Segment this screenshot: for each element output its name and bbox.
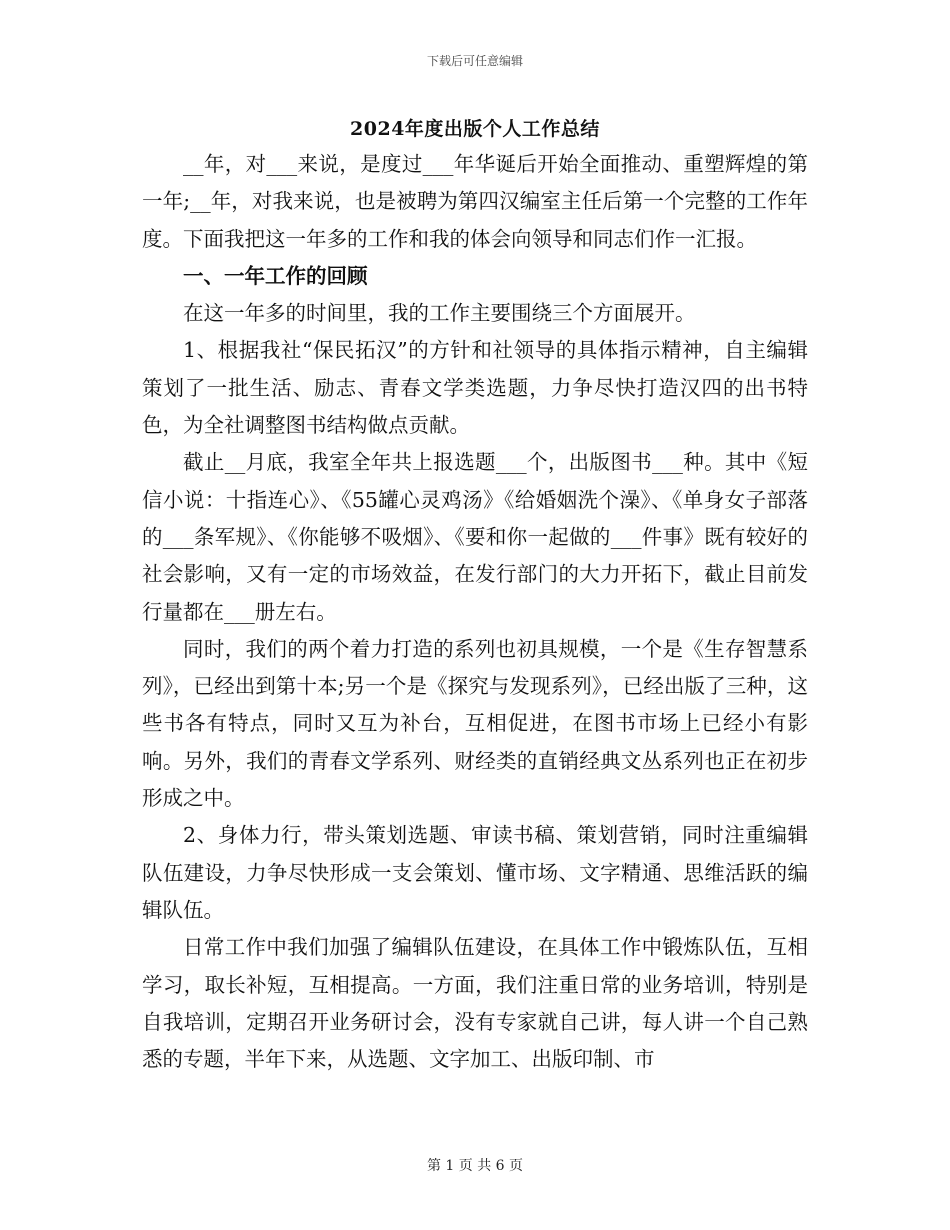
paragraph-series: 同时，我们的两个着力打造的系列也初具规模，一个是《生存智慧系列》，已经出到第十本;另一个是《探究与发现系列》，已经出版了三种，这些书各有特点，同时又互为补台，互相促进，在图书市场上已经小有影响。另外，我们的青春文学系列、财经类的直销经典文丛系列也正在初步形成之中。	[142, 636, 808, 811]
paragraph-overview: 在这一年多的时间里，我的工作主要围绕三个方面展开。	[183, 301, 696, 326]
paragraph-statistics: 截止__月底，我室全年共上报选题___个，出版图书___种。其中《短信小说：十指连心》、《55罐心灵鸡汤》《给婚姻洗个澡》、《单身女子部落的___条军规》、《你能够不吸烟》、《要和你一起做的___件事》既有较好的社会影响，又有一定的市场效益，在发行部门的大力开拓下，截止目前发行量都在___册左右。	[142, 450, 808, 624]
section-heading: 一、一年工作的回顾	[183, 263, 368, 288]
paragraph-team-building: 日常工作中我们加强了编辑队伍建设，在具体工作中锻炼队伍，互相学习，取长补短，互相提高。一方面，我们注重日常的业务培训，特别是自我培训，定期召开业务研讨会，没有专家就自己讲，每人讲一个自己熟悉的专题，半年下来，从选题、文字加工、出版印制、市	[142, 935, 808, 1072]
document-body	[142, 146, 808, 1078]
paragraph-intro: __年，对___来说，是度过___年华诞后开始全面推动、重塑辉煌的第一年;__年，对我来说，也是被聘为第四汉编室主任后第一个完整的工作年度。下面我把这一年多的工作和我的体会向领导和同志们作一汇报。	[142, 152, 808, 251]
document-title: 2024年度出版个人工作总结	[350, 118, 600, 140]
page-number: 第 1 页 共 6 页	[426, 1158, 524, 1174]
header-note: 下载后可任意编辑	[426, 54, 523, 68]
paragraph-item-2: 2、身体力行，带头策划选题、审读书稿、策划营销，同时注重编辑队伍建设，力争尽快形成一支会策划、懂市场、文字精通、思维活跃的编辑队伍。	[142, 823, 808, 922]
paragraph-item-1: 1、根据我社“保民拓汉”的方针和社领导的具体指示精神，自主编辑策划了一批生活、励志、青春文学类选题，力争尽快打造汉四的出书特色，为全社调整图书结构做点贡献。	[142, 338, 808, 438]
